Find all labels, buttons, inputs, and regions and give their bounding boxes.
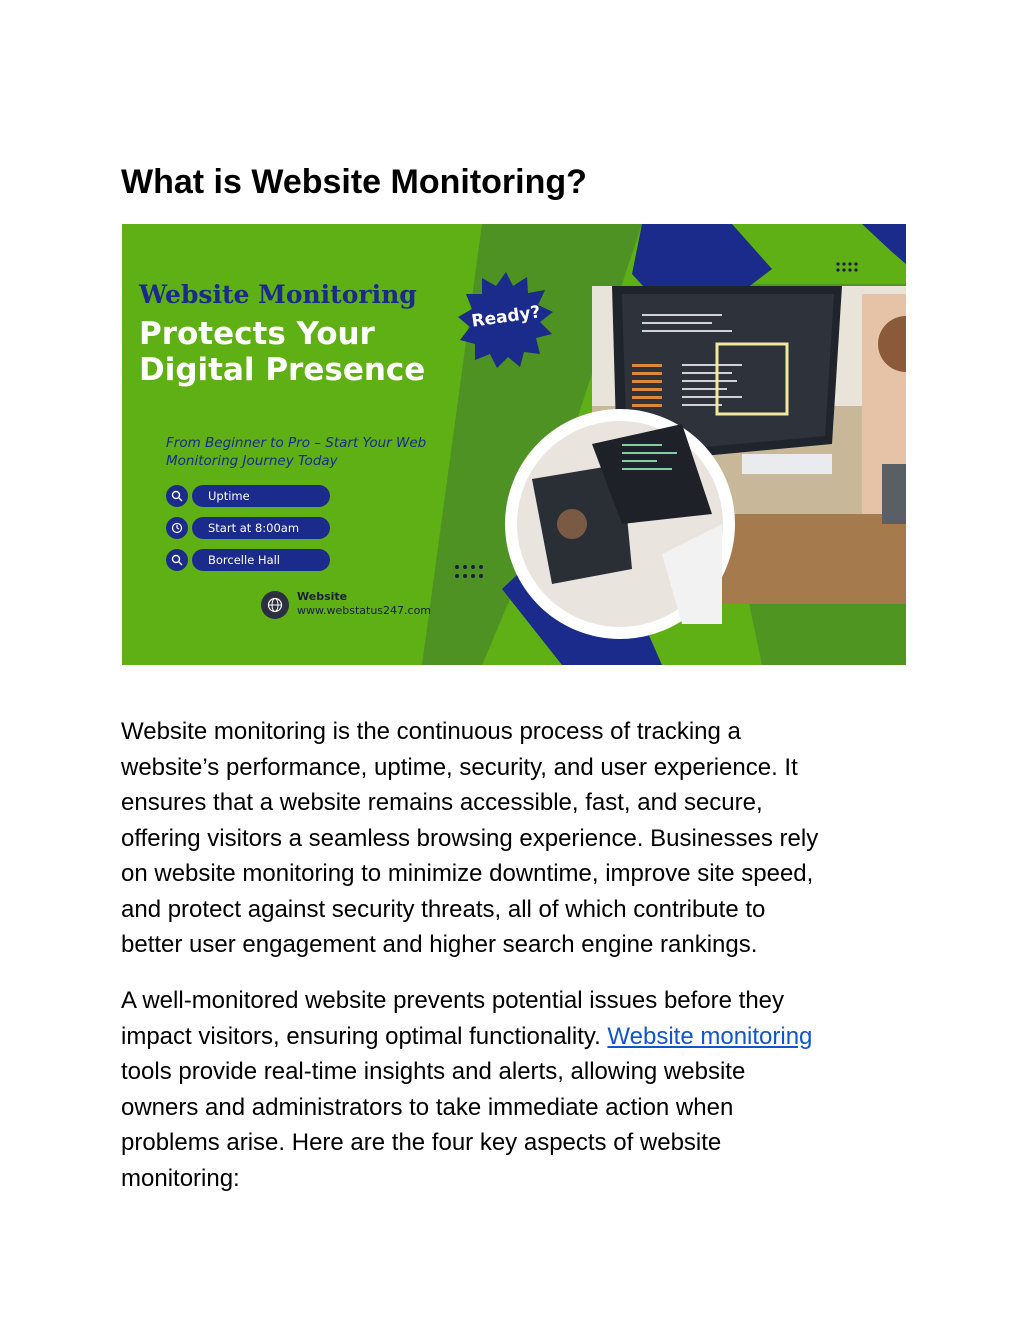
- paragraph-text: impact visitors, ensuring optimal functionality.: [121, 1022, 608, 1050]
- globe-icon: [261, 591, 289, 619]
- paragraph-line: offering visitors a seamless browsing experience. Businesses rely: [121, 824, 819, 852]
- pill-location: [166, 549, 334, 571]
- paragraph-line: ensures that a website remains accessible, fast, and secure,: [121, 789, 763, 816]
- paragraph-line: tools provide real-time insights and alerts, allowing website: [121, 1058, 746, 1085]
- pill-uptime: [166, 485, 334, 507]
- paragraph-aspects: [121, 983, 911, 1196]
- banner-tagline: [166, 434, 466, 470]
- pill-label: Uptime: [192, 485, 330, 507]
- pill-label: Start at 8:00am: [192, 517, 330, 539]
- banner-subheading: Digital Presence: [139, 352, 426, 388]
- banner-tagline-line: From Beginner to Pro – Start Your Web: [166, 435, 427, 451]
- paragraph-intro: [121, 714, 911, 963]
- search-icon: [166, 485, 188, 507]
- dot-grid-decoration: [836, 262, 857, 271]
- website-url: www.webstatus247.com: [297, 604, 432, 617]
- paragraph-line: website’s performance, uptime, security, and user experience. It: [121, 753, 798, 781]
- paragraph-line: owners and administrators to take immediate action when: [121, 1093, 734, 1121]
- banner-subheading: Protects Your: [139, 316, 375, 352]
- clock-icon: [166, 517, 188, 539]
- paragraph-line: and protect against security threats, all of which contribute to: [121, 895, 766, 923]
- banner-heading: Website Monitoring: [139, 280, 417, 309]
- paragraph-line: better user engagement and higher search engine rankings.: [121, 931, 758, 958]
- website-label: Website: [297, 590, 348, 603]
- search-icon: [166, 549, 188, 571]
- website-monitoring-link[interactable]: Website monitoring: [607, 1022, 813, 1050]
- paragraph-line: on website monitoring to minimize downtime, improve site speed,: [121, 860, 814, 887]
- pill-start-time: [166, 517, 334, 539]
- paragraph-line: Website monitoring is the continuous process of tracking a: [121, 718, 741, 745]
- paragraph-line: problems arise. Here are the four key aspects of website: [121, 1129, 722, 1156]
- hero-banner-image: [122, 224, 906, 665]
- page-title: What is Website Monitoring?: [121, 163, 587, 201]
- paragraph-line: [121, 1019, 911, 1055]
- banner-tagline-line: Monitoring Journey Today: [166, 453, 338, 469]
- navy-diamond-shape: [862, 224, 906, 264]
- paragraph-line: A well-monitored website prevents potential issues before they: [121, 987, 785, 1014]
- pill-label: Borcelle Hall: [192, 549, 330, 571]
- paragraph-line: monitoring:: [121, 1164, 240, 1192]
- ready-badge-text: Ready?: [470, 302, 542, 332]
